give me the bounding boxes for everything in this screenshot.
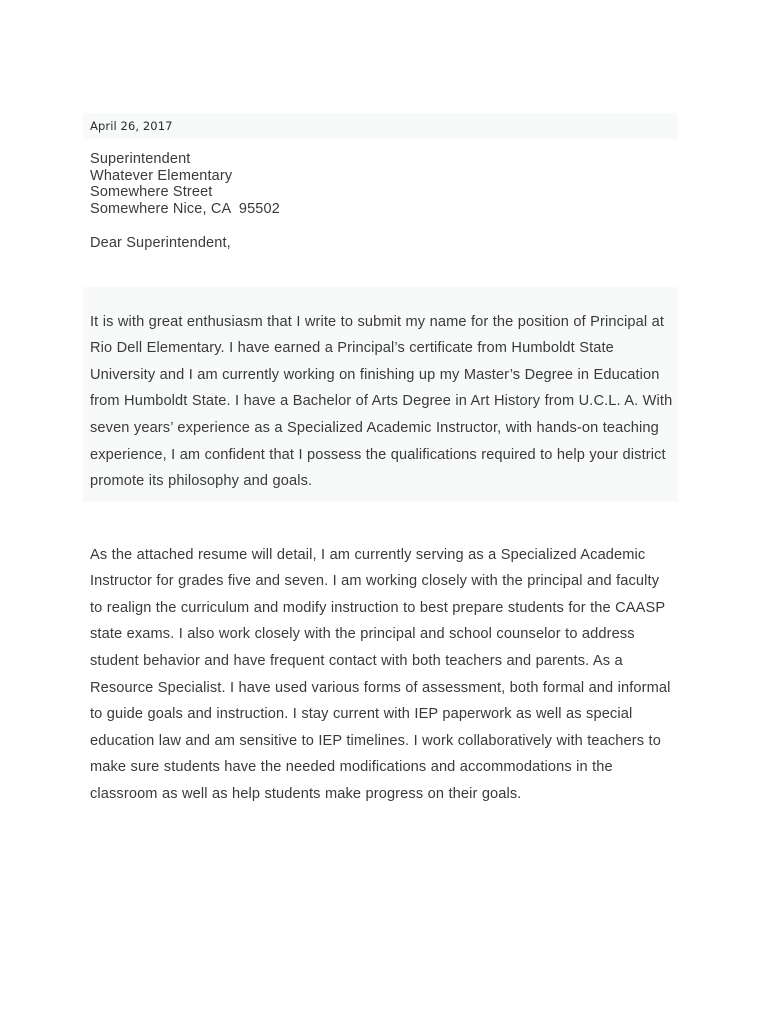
letter-date: April 26, 2017 (90, 119, 173, 133)
paragraph-experience: As the attached resume will detail, I am currently serving as a Specialized Academic Instructor for grades five and seven. I am working closely with the principal and faculty to realign the curriculum and modify instruction to best prepare students for the CAASP state exams. I also work closely with the principal and school counselor to address student behavior and have frequent contact with both teachers and parents. As a Resource Specialist. I have used various forms of assessment, both formal and informal to guide goals and instruction. I stay current with IEP paperwork as well as special education law and am sensitive to IEP timelines. I work collaboratively with teachers to make sure students have the needed modifications and accommodations in the classroom as well as help students make progress on their goals. (90, 546, 671, 802)
address-line-city-state-zip: Somewhere Nice, CA 95502 (90, 200, 280, 217)
recipient-address-block (90, 151, 280, 217)
paragraph-intro: It is with great enthusiasm that I write to submit my name for the position of Principal at Rio Dell Elementary. I have earned a Principal’s certificate from Humboldt State University and I am currently working on finishing up my Master’s Degree in Education from Humboldt State. I have a Bachelor of Arts Degree in Art History from U.C.L. A. With seven years’ experience as a Specialized Academic Instructor, with hands-on teaching experience, I am confident that I possess the qualifications required to help your district promote its philosophy and goals. (90, 313, 673, 490)
letter-salutation: Dear Superintendent, (90, 235, 231, 251)
address-line-street: Somewhere Street (90, 184, 213, 201)
address-line-organization: Whatever Elementary (90, 167, 233, 184)
address-line-title: Superintendent (90, 151, 191, 167)
